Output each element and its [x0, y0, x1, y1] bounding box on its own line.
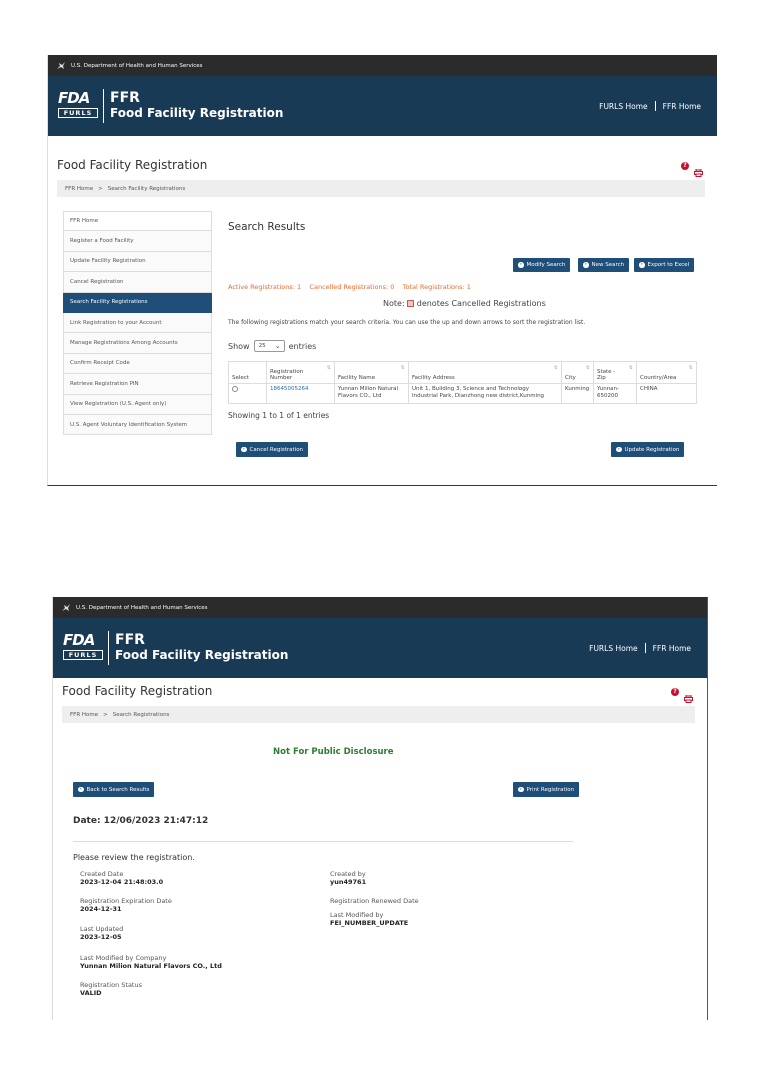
field-last-updated: Last Updated 2023-12-05: [80, 925, 124, 941]
logo-divider: [108, 631, 109, 665]
cancelled-count: Cancelled Registrations: 0: [309, 283, 395, 291]
fda-logo[interactable]: FDA FURLS: [63, 632, 103, 664]
page-title: Food Facility Registration: [57, 158, 208, 172]
results-heading: Search Results: [228, 221, 306, 233]
nav-separator: [655, 101, 656, 111]
cancel-registration-button[interactable]: › Cancel Registration: [236, 442, 308, 457]
circle-arrow-icon: ›: [519, 262, 522, 268]
field-registration-status: Registration Status VALID: [80, 981, 142, 997]
row-select-radio[interactable]: [232, 386, 238, 392]
showing-entries: Showing 1 to 1 of 1 entries: [228, 411, 330, 420]
active-count: Active Registrations: 1: [228, 283, 302, 291]
sidebar-item-confirm-receipt[interactable]: Confirm Receipt Code: [63, 354, 212, 374]
ffr-home-link[interactable]: FFR Home: [652, 643, 691, 653]
chevron-down-icon: ⌄: [274, 342, 281, 350]
registration-detail-screen: [52, 597, 708, 1020]
circle-arrow-icon: ›: [584, 262, 587, 268]
new-search-button[interactable]: › New Search: [578, 258, 629, 272]
title-icons: [681, 162, 703, 170]
logo-divider: [103, 89, 104, 123]
sort-icon[interactable]: ⇅: [326, 365, 331, 371]
hhs-bar: [48, 55, 717, 76]
site-header: [48, 76, 717, 136]
table-row: [229, 384, 697, 404]
field-last-modified-company: Last Modified by Company Yunnan Milion Natural Flavors CO., Ltd: [80, 954, 222, 970]
search-results-screen: [47, 55, 717, 486]
hhs-text: U.S. Department of Health and Human Services: [71, 62, 203, 69]
state-zip-cell: Yunnan- 650200: [594, 384, 637, 404]
sort-icon[interactable]: ⇅: [585, 365, 590, 371]
sidebar: [63, 211, 212, 435]
nav-separator: [645, 643, 646, 653]
col-country[interactable]: Country/Area ⇅: [637, 362, 697, 384]
top-nav: [599, 101, 701, 111]
sidebar-item-search[interactable]: Search Facility Registrations: [63, 293, 212, 313]
furls-home-link[interactable]: FURLS Home: [599, 101, 648, 111]
title-icons: [671, 688, 693, 696]
sidebar-item-register[interactable]: Register a Food Facility: [63, 231, 212, 251]
back-to-results-button[interactable]: ‹ Back to Search Results: [73, 782, 154, 797]
cancelled-marker-icon: [407, 300, 414, 307]
hhs-eagle-icon: [56, 61, 66, 71]
field-last-modified-by: Last Modified by FEI_NUMBER_UPDATE: [330, 911, 409, 927]
sort-icon[interactable]: ⇅: [400, 365, 405, 371]
sidebar-item-link[interactable]: Link Registration to your Account: [63, 313, 212, 333]
registration-counts: [228, 283, 471, 291]
facility-address-cell: Unit 1, Building 3, Science and Technology Industrial Park, Dianzhong new district,Kunming: [409, 384, 562, 404]
breadcrumb: [62, 706, 695, 723]
print-icon[interactable]: [684, 688, 693, 696]
disclosure-banner: Not For Public Disclosure: [273, 747, 394, 757]
table-header-row: [229, 362, 697, 384]
hhs-text: U.S. Department of Health and Human Services: [76, 604, 208, 611]
help-icon[interactable]: ?: [681, 162, 689, 170]
circle-arrow-icon: ‹: [79, 786, 82, 792]
divider: [73, 841, 573, 842]
facility-name-cell: Yunnan Milion Natural Flavors CO., Ltd: [335, 384, 409, 404]
print-registration-button[interactable]: › Print Registration: [513, 782, 579, 797]
review-prompt: Please review the registration.: [73, 853, 195, 862]
sidebar-item-manage[interactable]: Manage Registrations Among Accounts: [63, 333, 212, 353]
circle-arrow-icon: ›: [519, 786, 522, 792]
hhs-eagle-icon: [61, 603, 71, 613]
circle-arrow-icon: ›: [640, 262, 643, 268]
sort-icon[interactable]: ⇅: [688, 365, 693, 371]
col-facility-address[interactable]: Facility Address ⇅: [409, 362, 562, 384]
col-facility-name[interactable]: Facility Name ⇅: [335, 362, 409, 384]
col-city[interactable]: City ⇅: [562, 362, 594, 384]
site-brand: FFR Food Facility Registration: [110, 90, 284, 120]
furls-home-link[interactable]: FURLS Home: [589, 643, 638, 653]
col-select: Select: [229, 362, 267, 384]
circle-arrow-icon: ›: [617, 446, 620, 452]
sidebar-item-view-registration[interactable]: View Registration (U.S. Agent only): [63, 395, 212, 415]
sidebar-item-ffr-home[interactable]: FFR Home: [63, 211, 212, 231]
ffr-home-link[interactable]: FFR Home: [662, 101, 701, 111]
hhs-bar: [53, 597, 707, 618]
site-header: [53, 618, 707, 678]
circle-arrow-icon: ›: [242, 446, 245, 452]
city-cell: Kunming: [562, 384, 594, 404]
sidebar-item-retrieve-pin[interactable]: Retrieve Registration PIN: [63, 374, 212, 394]
sort-icon[interactable]: ⇅: [628, 365, 633, 371]
fda-logo[interactable]: FDA FURLS: [58, 90, 98, 122]
breadcrumb-current: Search Facility Registrations: [107, 185, 186, 192]
registration-date: Date: 12/06/2023 21:47:12: [73, 816, 209, 826]
chevron-right-icon: >: [98, 185, 103, 192]
help-icon[interactable]: ?: [671, 688, 679, 696]
row-select-cell: [229, 384, 267, 404]
site-brand: FFR Food Facility Registration: [115, 632, 289, 662]
registration-number-link[interactable]: 18645005264: [267, 384, 335, 404]
country-cell: CHINA: [637, 384, 697, 404]
sidebar-item-agent-voluntary[interactable]: U.S. Agent Voluntary Identification System: [63, 415, 212, 435]
page-title: Food Facility Registration: [62, 684, 213, 698]
sidebar-item-update[interactable]: Update Facility Registration: [63, 252, 212, 272]
cancelled-note: Note: denotes Cancelled Registrations: [383, 299, 546, 308]
breadcrumb: [57, 180, 705, 197]
field-renewed-date: Registration Renewed Date: [330, 897, 419, 905]
page-size-control: Show 25 ⌄ entries: [228, 341, 317, 351]
results-table: [228, 361, 697, 404]
page-size-select[interactable]: 25 ⌄: [254, 340, 285, 352]
field-created-by: Created by yun49761: [330, 870, 367, 886]
update-registration-button[interactable]: › Update Registration: [611, 442, 684, 457]
breadcrumb-home[interactable]: FFR Home: [70, 711, 99, 718]
field-expiration-date: Registration Expiration Date 2024-12-31: [80, 897, 172, 913]
total-count: Total Registrations: 1: [402, 283, 471, 291]
print-icon[interactable]: [694, 162, 703, 170]
top-nav: [589, 643, 691, 653]
breadcrumb-home[interactable]: FFR Home: [65, 185, 94, 192]
field-created-date: Created Date 2023-12-04 21:48:03.0: [80, 870, 164, 886]
sidebar-item-cancel[interactable]: Cancel Registration: [63, 272, 212, 292]
export-excel-button[interactable]: › Export to Excel: [634, 258, 694, 272]
sort-icon[interactable]: ⇅: [553, 365, 558, 371]
col-registration-number[interactable]: Registration Number ⇅: [267, 362, 335, 384]
modify-search-button[interactable]: › Modify Search: [513, 258, 570, 272]
breadcrumb-current: Search Registrations: [112, 711, 170, 718]
instructions-text: The following registrations match your search criteria. You can use the up and down arrows to sort the registration list.: [228, 319, 586, 326]
chevron-right-icon: >: [103, 711, 108, 718]
col-state-zip[interactable]: State - Zip ⇅: [594, 362, 637, 384]
